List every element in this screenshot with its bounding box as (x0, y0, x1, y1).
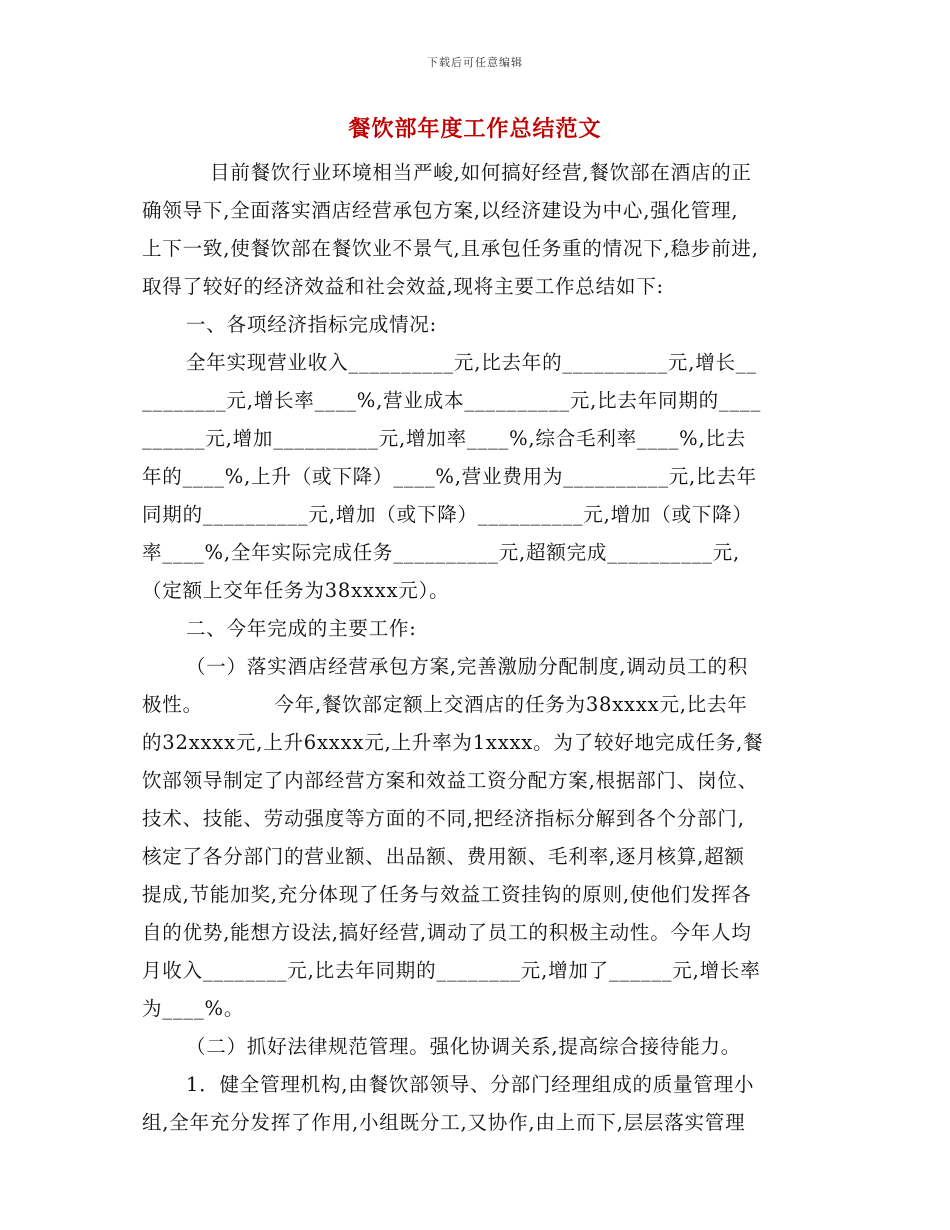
document-body (142, 154, 812, 1142)
page-header: 下载后可任意编辑 (427, 56, 523, 69)
paragraph-line: ________元,增长率____%,营业成本__________元,比去年同期的____ (142, 389, 762, 412)
paragraph-line: 组,全年充分发挥了作用,小组既分工,又协作,由上而下,层层落实管理 (142, 1111, 746, 1134)
paragraph-line: 确领导下,全面落实酒店经营承包方案,以经济建设为中心,强化管理, (142, 199, 739, 222)
paragraph-line: 技术、技能、劳动强度等方面的不同,把经济指标分解到各个分部门, (142, 807, 745, 830)
paragraph-line: 一、各项经济指标完成情况: (186, 313, 437, 336)
paragraph-line: 极性。 今年,餐饮部定额上交酒店的任务为38xxxx元,比去年 (142, 693, 748, 716)
paragraph-line: 上下一致,使餐饮部在餐饮业不景气,且承包任务重的情况下,稳步前进, (142, 237, 759, 260)
paragraph-line: 月收入________元,比去年同期的________元,增加了______元,增长率 (142, 959, 761, 982)
paragraph-line: 目前餐饮行业环境相当严峻,如何搞好经营,餐饮部在酒店的正 (210, 161, 752, 184)
paragraph-line: 全年实现营业收入__________元,比去年的__________元,增长__ (186, 351, 757, 374)
paragraph-line: 为____%。 (142, 997, 245, 1020)
paragraph-line: （一）落实酒店经营承包方案,完善激励分配制度,调动员工的积 (186, 655, 749, 678)
paragraph-line: 1．健全管理机构,由餐饮部领导、分部门经理组成的质量管理小 (186, 1073, 755, 1096)
paragraph-line: 同期的__________元,增加（或下降）__________元,增加（或下降） (142, 503, 753, 526)
paragraph-line: 提成,节能加奖,充分体现了任务与效益工资挂钩的原则,使他们发挥各 (142, 883, 752, 906)
paragraph-line: 的32xxxx元,上升6xxxx元,上升率为1xxxx。为了较好地完成任务,餐 (142, 731, 764, 754)
document-title: 餐饮部年度工作总结范文 (348, 117, 602, 142)
paragraph-line: 取得了较好的经济效益和社会效益,现将主要工作总结如下: (142, 275, 664, 298)
paragraph-line: 自的优势,能想方设法,搞好经营,调动了员工的积极主动性。今年人均 (142, 921, 752, 944)
paragraph-line: （二）抓好法律规范管理。强化协调关系,提高综合接待能力。 (186, 1035, 742, 1058)
paragraph-line: 饮部领导制定了内部经营方案和效益工资分配方案,根据部门、岗位、 (142, 769, 758, 792)
paragraph-line: 率____%,全年实际完成任务__________元,超额完成__________元, (142, 541, 741, 564)
paragraph-line: 二、今年完成的主要工作: (186, 617, 417, 640)
paragraph-line: ______元,增加__________元,增加率____%,综合毛利率____%,比去 (142, 427, 747, 450)
paragraph-line: 年的____%,上升（或下降）____%,营业费用为__________元,比去年 (142, 465, 757, 488)
paragraph-line: （定额上交年任务为38xxxx元）。 (142, 579, 450, 602)
paragraph-line: 核定了各分部门的营业额、出品额、费用额、毛利率,逐月核算,超额 (142, 845, 745, 868)
